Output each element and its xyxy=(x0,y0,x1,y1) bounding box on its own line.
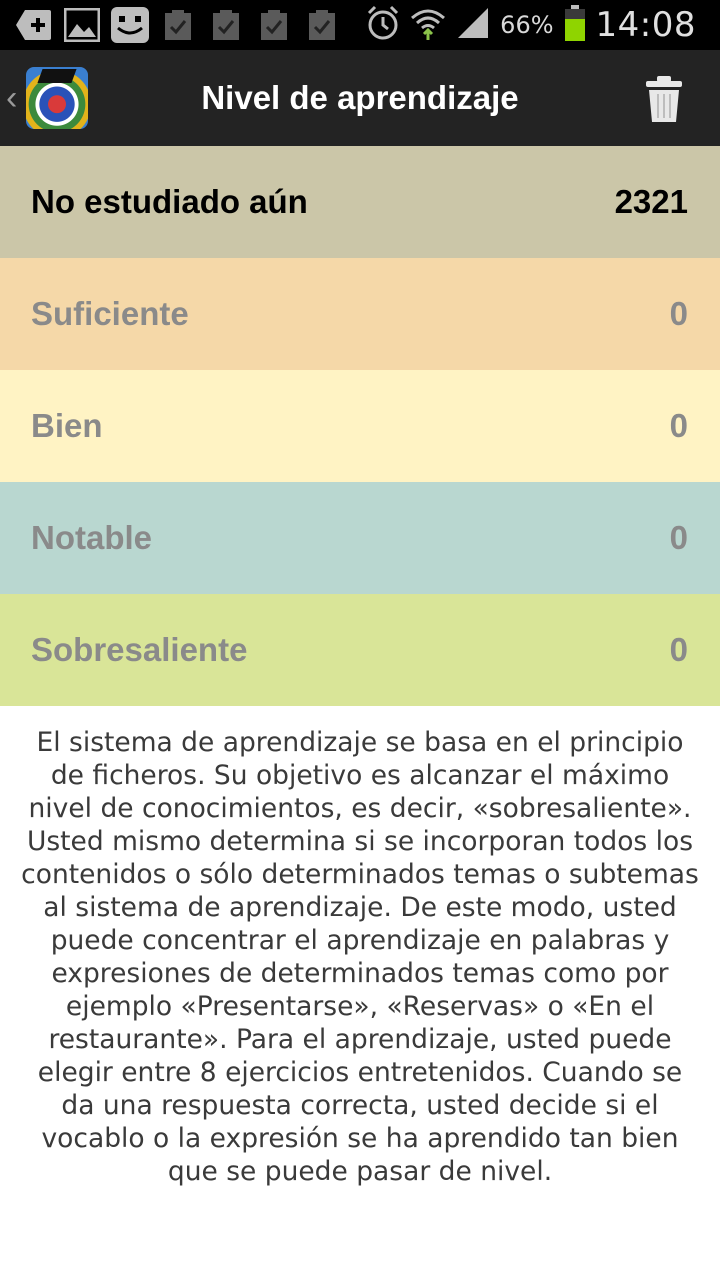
battery-icon xyxy=(564,5,586,46)
level-row-notable[interactable] xyxy=(0,482,720,594)
level-row-suficiente[interactable] xyxy=(0,258,720,370)
task-icon xyxy=(158,5,198,45)
trash-icon[interactable] xyxy=(644,76,684,124)
action-bar xyxy=(0,50,720,148)
status-bar xyxy=(0,0,720,50)
signal-icon xyxy=(456,6,490,45)
level-name: Bien xyxy=(31,407,103,444)
notification-icons xyxy=(0,5,342,45)
level-count: 0 xyxy=(669,295,688,332)
level-count: 2321 xyxy=(614,183,688,220)
description-text: El sistema de aprendizaje se basa en el principio de ficheros. Su objetivo es alcanzar el máximo nivel de conocimientos, es decir, «sobresaliente». Usted mismo determina si se incorporan todos los contenidos o sólo determinados temas o subtemas al sistema de aprendizaje. De este modo, usted puede concentrar el aprendizaje en palabras y expresiones de determinados temas como por ejemplo «Presentarse», «Reservas» o «En el restaurante». Para el aprendizaje, usted puede elegir entre 8 ejercicios entretenidos. Cuando se da una respuesta correcta, usted decide si el vocablo o la expresión se ha aprendido tan bien que se puede pasar de nivel. xyxy=(21,727,699,1187)
level-count: 0 xyxy=(669,407,688,444)
level-name: No estudiado aún xyxy=(31,183,308,220)
level-count: 0 xyxy=(669,631,688,668)
alarm-icon xyxy=(366,5,400,46)
level-row-bien[interactable] xyxy=(0,370,720,482)
level-name: Notable xyxy=(31,519,153,556)
chat-icon xyxy=(110,5,150,45)
task-icon xyxy=(302,5,342,45)
level-list xyxy=(0,146,720,706)
battery-percent: 66% xyxy=(500,11,554,39)
clock: 14:08 xyxy=(595,5,696,45)
add-icon xyxy=(14,5,54,45)
chevron-left-icon[interactable]: ‹ xyxy=(6,78,18,117)
level-count: 0 xyxy=(669,519,688,556)
app-logo[interactable] xyxy=(26,67,88,129)
level-row-sobresaliente[interactable] xyxy=(0,594,720,706)
task-icon xyxy=(206,5,246,45)
level-row-not-studied[interactable] xyxy=(0,146,720,258)
page-title: Nivel de aprendizaje xyxy=(201,79,519,116)
image-icon xyxy=(62,5,102,45)
system-status xyxy=(366,5,720,46)
task-icon xyxy=(254,5,294,45)
wifi-icon xyxy=(410,6,446,45)
level-name: Suficiente xyxy=(31,295,189,332)
level-name: Sobresaliente xyxy=(31,631,248,668)
